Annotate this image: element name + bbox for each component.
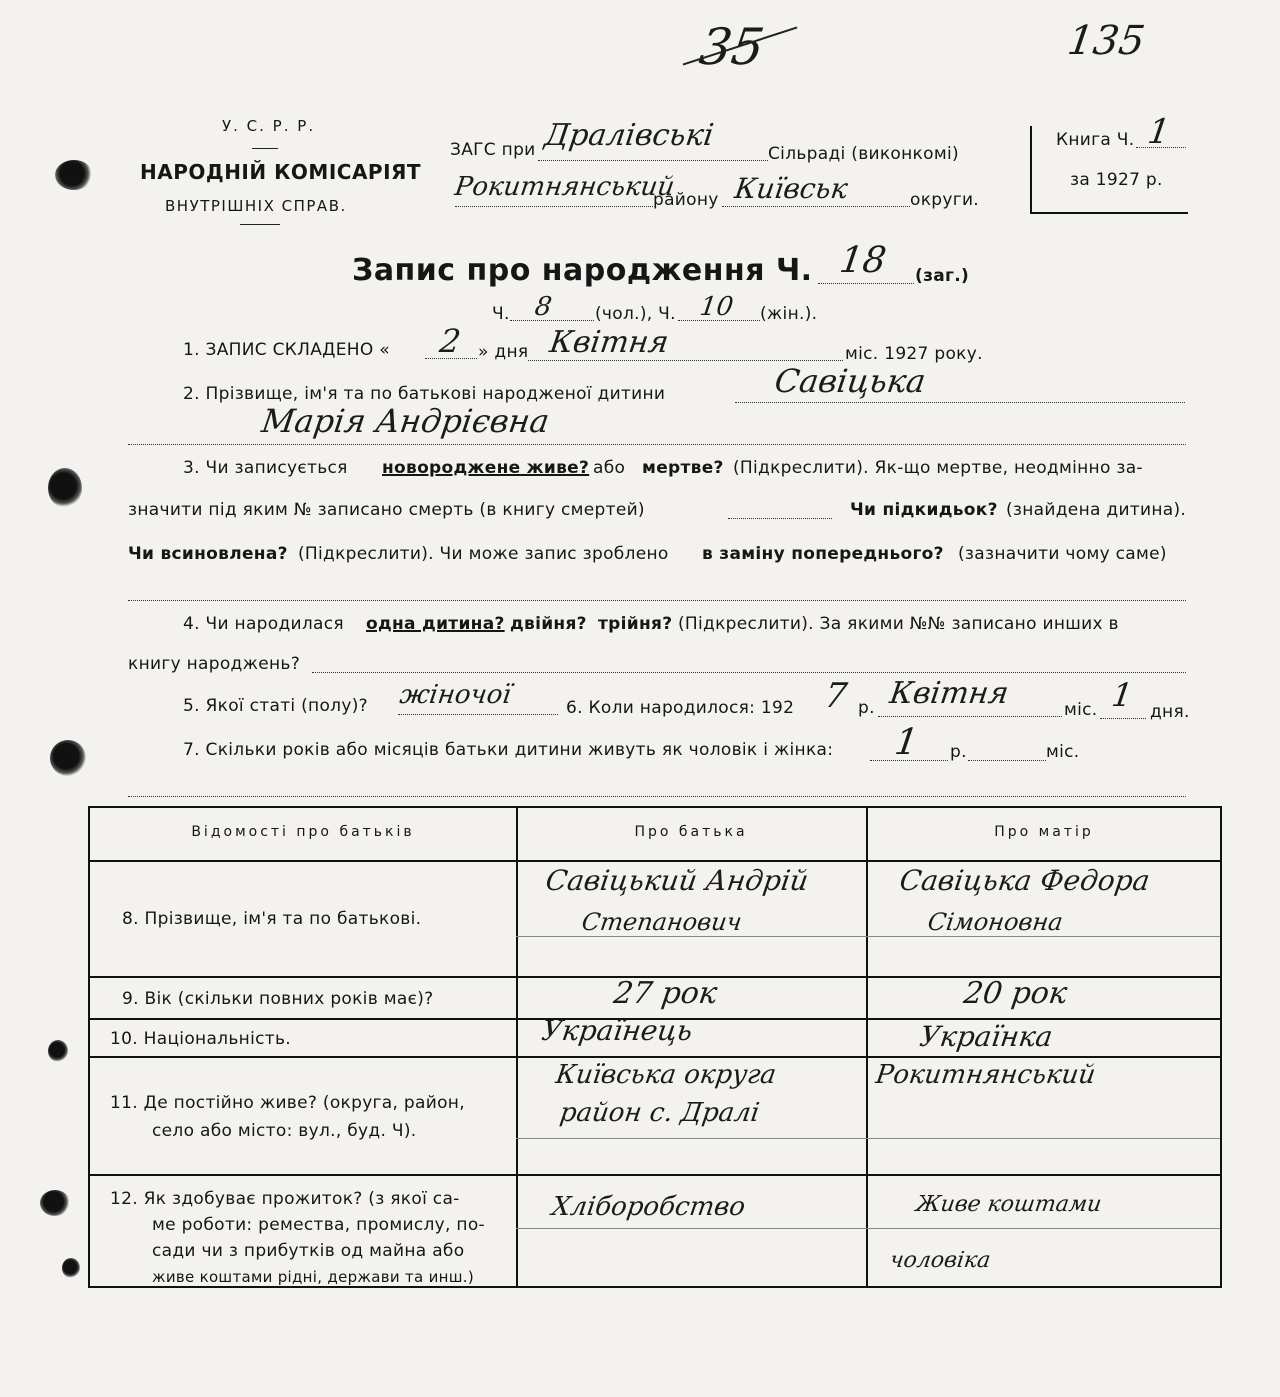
cell-rule <box>516 936 1220 937</box>
col-divider <box>516 808 518 1286</box>
item3-dead: мертве? <box>642 458 724 478</box>
item7-label: 7. Скільки років або місяців батьки дитини живуть як чоловік і жінка: <box>183 740 834 760</box>
zags-prefix: ЗАГС при <box>450 140 536 160</box>
department-label: ВНУТРІШНІХ СПРАВ. <box>165 197 347 215</box>
mother-livelihood-line1: Живе коштами <box>914 1192 1104 1217</box>
row-divider <box>90 860 1220 862</box>
header-father: Про батька <box>634 824 748 840</box>
item6-year: 7 <box>822 676 850 716</box>
father-livelihood: Хліборобство <box>549 1192 748 1222</box>
female-label: (жін.). <box>760 304 818 324</box>
district-label: району <box>653 190 719 210</box>
item7-r: р. <box>950 742 967 762</box>
row-label-livelihood-3: сади чи з прибутків од майна або <box>152 1241 465 1261</box>
page-number: 35 <box>695 18 768 76</box>
book-year: за 1927 р. <box>1070 170 1163 190</box>
item1-month: Квітня <box>547 325 671 360</box>
total-number: 18 <box>837 240 889 281</box>
item7-months-field <box>968 760 1046 761</box>
item4-intro: 4. Чи народилася <box>183 614 344 634</box>
item2-field2 <box>128 444 1186 445</box>
punch-hole <box>48 1040 68 1062</box>
mother-livelihood-line2: чоловіка <box>888 1248 993 1273</box>
item3-or: або <box>593 458 626 478</box>
divider <box>252 148 278 149</box>
item2-label: 2. Прізвище, ім'я та по батькові народженої дитини <box>183 384 666 404</box>
item6-month-field <box>878 716 1062 717</box>
male-field <box>510 320 594 321</box>
male-prefix: Ч. <box>492 304 510 324</box>
row-divider <box>90 1056 1220 1058</box>
row-label-nationality: 10. Національність. <box>110 1029 291 1049</box>
item1-day: 2 <box>437 322 464 360</box>
item3-death-field <box>728 518 832 519</box>
item7-mis: міс. <box>1046 742 1080 762</box>
cell-rule <box>516 1138 1220 1139</box>
item4-triplets: трійня? <box>598 614 673 634</box>
item6-month: Квітня <box>887 676 1011 711</box>
item1-mid: » дня <box>478 342 529 362</box>
item6-label: 6. Коли народилося: 192 <box>566 698 795 718</box>
okrug-field <box>722 206 910 207</box>
row-label-age: 9. Вік (скільки повних років має)? <box>122 989 434 1009</box>
item3-line3-mid: (Підкреслити). Чи може запис зроблено <box>298 544 669 564</box>
item3-line2: значити під яким № записано смерть (в книгу смертей) <box>128 500 645 520</box>
item1-prefix: 1. ЗАПИС СКЛАДЕНО « <box>183 340 390 360</box>
row-label-name: 8. Прізвище, ім'я та по батькові. <box>122 909 422 929</box>
item6-day-field <box>1100 718 1146 719</box>
item6-day: 1 <box>1109 676 1136 714</box>
item4-line2: книгу народжень? <box>128 654 301 674</box>
item4-one: одна дитина? <box>366 614 505 634</box>
sheet-number: 135 <box>1064 18 1148 64</box>
punch-hole <box>55 160 93 190</box>
item3-reason-field <box>128 600 1186 601</box>
commissariat-label: НАРОДНІЙ КОМІСАРІЯТ <box>140 160 422 184</box>
row-label-livelihood-1: 12. Як здобуває прожиток? (з якої са- <box>110 1189 460 1209</box>
father-residence-line1: Київська округа <box>553 1060 778 1090</box>
item5-label: 5. Якої статі (полу)? <box>183 696 368 716</box>
total-number-field <box>818 283 914 284</box>
row-label-livelihood-2: ме роботи: ремества, промислу, по- <box>152 1215 485 1235</box>
header-parents-info: Відомості про батьків <box>191 824 415 840</box>
district-field <box>455 206 653 207</box>
col-divider <box>866 808 868 1286</box>
female-number: 10 <box>697 292 736 322</box>
item1-month-field <box>528 360 843 361</box>
mother-residence-line1: Рокитнянський <box>873 1060 1098 1090</box>
item3-line3-end: (зазначити чому саме) <box>958 544 1167 564</box>
father-residence-line2: район с. Дралі <box>557 1098 762 1128</box>
item3-intro: 3. Чи записується <box>183 458 348 478</box>
item3-replace: в заміну попереднього? <box>702 544 944 564</box>
row-label-residence-2: село або місто: вул., буд. Ч). <box>152 1121 417 1141</box>
row-label-livelihood-4: живе коштами рідні, держави та инш.) <box>152 1268 474 1286</box>
item7-years: 1 <box>892 722 921 763</box>
item2-surname: Савіцька <box>772 362 929 400</box>
father-nationality: Українець <box>539 1014 695 1047</box>
village-value: Дралівські <box>542 118 716 153</box>
village-field <box>538 160 768 161</box>
male-number: 8 <box>532 292 554 322</box>
male-label: (чол.), Ч. <box>595 304 676 324</box>
row-divider <box>90 1174 1220 1176</box>
book-label: Книга Ч. <box>1056 130 1135 150</box>
item6-r: р. <box>858 698 875 718</box>
mother-age: 20 рок <box>961 976 1070 1011</box>
item2-field <box>735 402 1185 403</box>
mother-nationality: Українка <box>917 1020 1055 1053</box>
father-name-line1: Савіцький Андрій <box>543 864 811 897</box>
item4-twins: двійня? <box>510 614 587 634</box>
item5-value: жіночої <box>397 680 513 710</box>
father-name-line2: Степанович <box>580 908 744 936</box>
item6-dnya: дня. <box>1150 702 1190 722</box>
mother-name-line2: Сімоновна <box>926 908 1065 936</box>
record-title: Запис про народження Ч. <box>352 253 813 288</box>
book-number: 1 <box>1145 112 1173 152</box>
item3-rest: (Підкреслити). Як-що мертве, неодмінно за- <box>733 458 1143 478</box>
item4-field <box>312 672 1186 673</box>
cell-rule <box>516 1228 1220 1229</box>
item5-field <box>398 714 558 715</box>
punch-hole <box>62 1258 80 1278</box>
item3-alive: новороджене живе? <box>382 458 590 478</box>
okrug-label: округи. <box>910 190 980 210</box>
punch-hole <box>40 1190 70 1216</box>
item6-mis: міс. <box>1064 700 1098 720</box>
header-mother: Про матір <box>994 824 1094 840</box>
item1-suffix: міс. 1927 року. <box>845 344 983 364</box>
mother-name-line1: Савіцька Федора <box>897 864 1152 897</box>
okrug-value: Київськ <box>732 172 850 205</box>
item4-rest: (Підкреслити). За якими №№ записано инших в <box>678 614 1119 634</box>
total-label: (заг.) <box>915 266 970 286</box>
punch-hole <box>50 740 86 776</box>
item3-foundling: Чи підкидьок? <box>850 500 998 520</box>
item7-field2 <box>128 796 1186 797</box>
father-age: 27 рок <box>611 976 720 1011</box>
district-value: Рокитнянський <box>452 172 677 202</box>
row-label-residence-1: 11. Де постійно живе? (округа, район, <box>110 1093 465 1113</box>
council-label: Сільраді (виконкомі) <box>768 144 959 164</box>
parents-table <box>88 806 1222 1288</box>
item3-found-note: (знайдена дитина). <box>1006 500 1187 520</box>
item2-name: Марія Андрієвна <box>259 402 552 440</box>
divider <box>240 224 280 225</box>
state-label: У. С. Р. Р. <box>222 117 316 135</box>
item3-adopted: Чи всиновлена? <box>128 544 288 564</box>
punch-hole <box>48 468 82 508</box>
